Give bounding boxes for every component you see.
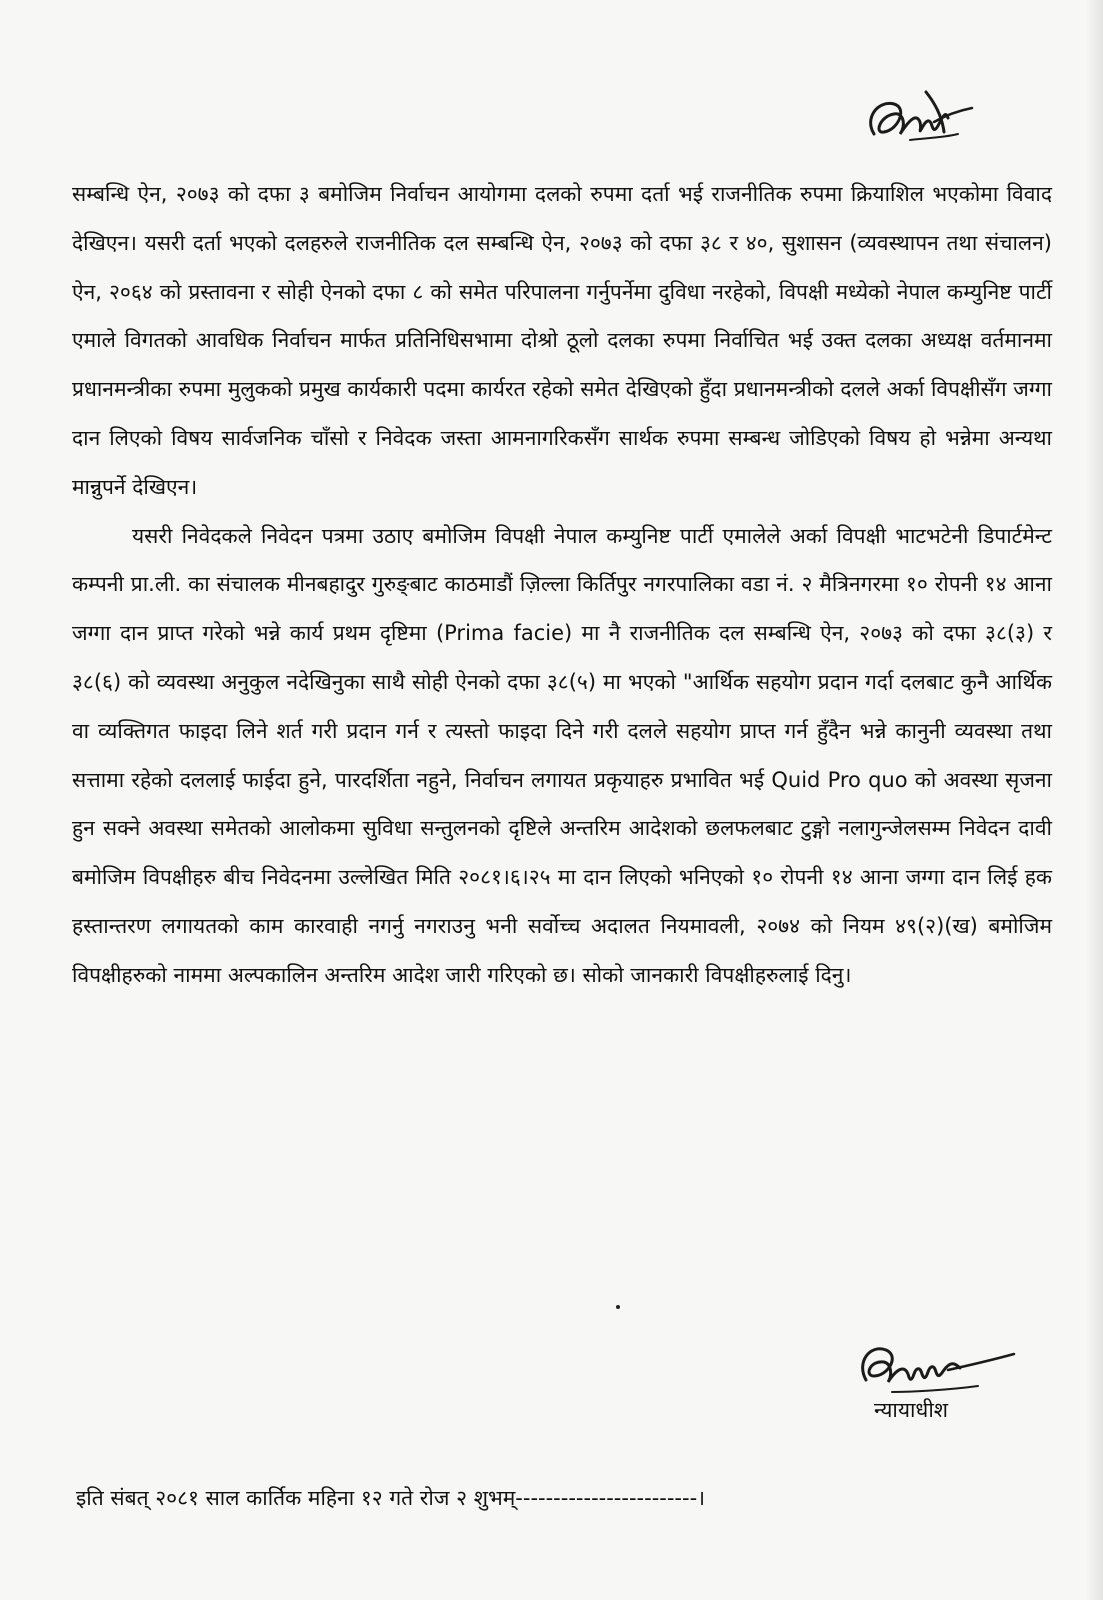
page-edge-shadow bbox=[1085, 0, 1103, 1600]
paragraph-2: यसरी निवेदकले निवेदन पत्रमा उठाए बमोजिम विपक्षी नेपाल कम्युनिष्ट पार्टी एमालेले अर्का विपक्षी भाटभटेनी डिपार्टमेन्ट कम्पनी प्रा.ली. का संचालक मीनबहादुर गुरुङ्बाट काठमाडौं ज़िल्ला किर्तिपुर नगरपालिका वडा नं. २ मैत्रिनगरमा १० रोपनी १४ आना जग्गा दान प्राप्त गरेको भन्ने कार्य प्रथम दृष्टिमा (Prima facie) मा नै राजनीतिक दल सम्बन्धि ऐन, २०७३ को दफा ३८(३) र ३८(६) को व्यवस्था अनुकुल नदेखिनुका साथै सोही ऐनको दफा ३८(५) मा भएको "आर्थिक सहयोग प्रदान गर्दा दलबाट कुनै आर्थिक वा व्यक्तिगत फाइदा लिने शर्त गरी प्रदान गर्न र त्यस्तो फाइदा दिने गरी दलले सहयोग प्राप्त गर्न हुँदैन भन्ने कानुनी व्यवस्था तथा सत्तामा रहेको दललाई फाईदा हुने, पारदर्शिता नहुने, निर्वाचन लगायत प्रकृयाहरु प्रभावित भई Quid Pro quo को अवस्था सृजना हुन सक्ने अवस्था समेतको आलोकमा सुविधा सन्तुलनको दृष्टिले अन्तरिम आदेशको छलफलबाट टुङ्गो नलागुन्जेलसम्म निवेदन दावी बमोजिम विपक्षीहरु बीच निवेदनमा उल्लेखित मिति २०८१।६।२५ मा दान लिएको भनिएको १० रोपनी १४ आना जग्गा दान लिई हक हस्तान्तरण लगायतको काम कारवाही नगर्नु नगराउनु भनी सर्वोच्च अदालत नियमावली, २०७४ को नियम ४९(२)(ख) बमोजिम विपक्षीहरुको नाममा अल्पकालिन अन्तरिम आदेश जारी गरिएको छ। सोको जानकारी विपक्षीहरुलाई दिनु। bbox=[72, 523, 1052, 987]
paragraph-1: सम्बन्धि ऐन, २०७३ को दफा ३ बमोजिम निर्वाचन आयोगमा दलको रुपमा दर्ता भई राजनीतिक रुपमा क्रियाशिल भएकोमा विवाद देखिएन। यसरी दर्ता भएको दलहरुले राजनीतिक दल सम्बन्धि ऐन, २०७३ को दफा ३८ र ४०, सुशासन (व्यवस्थापन तथा संचालन) ऐन, २०६४ को प्रस्तावना र सोही ऐनको दफा ८ को समेत परिपालना गर्नुपर्नेमा दुविधा नरहेको, विपक्षी मध्येको नेपाल कम्युनिष्ट पार्टी एमाले विगतको आवधिक निर्वाचन मार्फत प्रतिनिधिसभामा दोश्रो ठूलो दलका रुपमा निर्वाचित भई उक्त दलका अध्यक्ष वर्तमानमा प्रधानमन्त्रीका रुपमा मुलुकको प्रमुख कार्यकारी पदमा कार्यरत रहेको समेत देखिएको हुँदा प्रधानमन्त्रीको दलले अर्का विपक्षीसँग जग्गा दान लिएको विषय सार्वजनिक चाँसो र निवेदक जस्ता आमनागरिकसँग सार्थक रुपमा सम्बन्ध जोडिएको विषय हो भन्नेमा अन्यथा मान्नुपर्ने देखिएन। bbox=[72, 182, 1052, 499]
date-line: इति संबत् २०८१ साल कार्तिक महिना १२ गते रोज २ शुभम्------------------------। bbox=[76, 1486, 706, 1510]
judgment-text bbox=[72, 170, 1052, 1000]
signature-top-image bbox=[860, 78, 980, 160]
judge-designation: न्यायाधीश bbox=[874, 1398, 949, 1422]
ink-dot bbox=[616, 1305, 620, 1309]
